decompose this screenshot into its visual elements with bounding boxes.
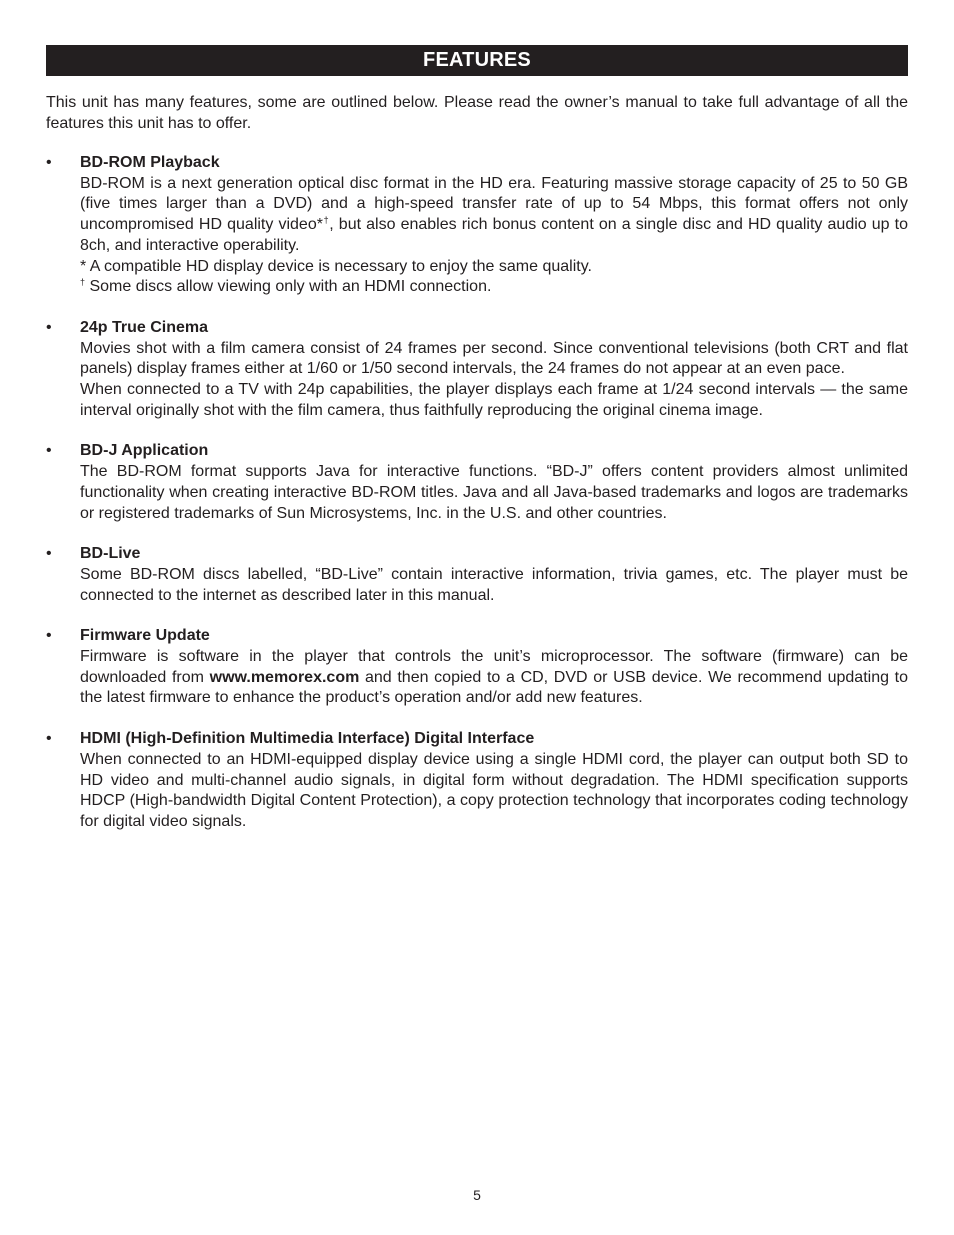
feature-description: Movies shot with a film camera consist of 24 frames per second. Since conventional televisions (both CRT and flat panels) display frames either at 1/60 or 1/50 second intervals, the 24 frames do not appear at an even pace. [80, 339, 908, 378]
feature-title: 24p True Cinema [80, 318, 209, 336]
description-text-continued: and then copied to a CD, DVD or USB device. We recommend updating to the latest firmware to enhance the product’s operation and/or add new features. [80, 668, 908, 707]
feature-title: BD-J Application [80, 442, 209, 460]
feature-bd-live [46, 544, 908, 606]
bullet: • [46, 442, 52, 460]
feature-description: When connected to a TV with 24p capabilities, the player displays each frame at 1/24 second intervals — the same interval originally shot with the film camera, thus faithfully reproducing the original cinema image. [80, 381, 908, 419]
feature-description: When connected to an HDMI-equipped display device using a single HDMI cord, the player can output both SD to HD video and multi-channel audio signals, in digital form without degradation. The HDMI specification supports HDCP (High-bandwidth Digital Content Protection), a copy protection technology that incorporates coding technology for digital video signals. [80, 750, 908, 830]
footnote-text: Some discs allow viewing only with an HDMI connection. [85, 278, 492, 296]
feature-firmware-update [46, 626, 908, 709]
footnote-display: * A compatible HD display device is necessary to enjoy the same quality. [80, 257, 592, 275]
feature-title: BD-ROM Playback [80, 154, 220, 171]
feature-description [80, 174, 908, 257]
page-title: FEATURES [46, 45, 908, 76]
description-text-continued: , but also enables rich bonus content on a single disc and HD quality audio up to 8ch, and interactive operability. [80, 216, 909, 254]
bullet: • [46, 545, 52, 563]
feature-hdmi-interface [46, 729, 908, 833]
bullet: • [46, 318, 52, 336]
description-text: BD-ROM is a next generation optical disc format in the HD era. Featuring massive storage capacity of 25 to 50 GB (five times larger than a DVD) and a high-speed transfer rate of up to 54 Mbps, this format offers not only uncompromised HD quality video* [80, 174, 908, 234]
feature-bd-rom-playback [46, 153, 908, 298]
footnote-hdmi [80, 277, 908, 298]
bullet: • [46, 627, 52, 645]
bullet: • [46, 154, 52, 171]
feature-bd-j-application [46, 441, 908, 524]
memorex-url: www.memorex.com [209, 668, 360, 686]
dagger-mark: † [322, 215, 330, 226]
feature-24p-true-cinema [46, 318, 908, 422]
bullet: • [46, 730, 52, 748]
feature-title: BD-Live [80, 545, 141, 563]
features-list [46, 153, 908, 833]
intro-paragraph: This unit has many features, some are outlined below. Please read the owner’s manual to take full advantage of all the features this unit has to offer. [46, 94, 908, 132]
feature-title: HDMI (High-Definition Multimedia Interface) Digital Interface [80, 730, 535, 748]
feature-description [80, 647, 908, 709]
description-text: Firmware is software in the player that controls the unit’s microprocessor. The software (firmware) can be downloaded from [80, 648, 908, 686]
page-content [46, 45, 908, 853]
dagger-mark: † [80, 277, 86, 288]
feature-description: The BD-ROM format supports Java for interactive functions. “BD-J” offers content providers almost unlimited functionality when creating interactive BD-ROM titles. Java and all Java-based trademarks and logos are trademarks or registered trademarks of Sun Microsystems, Inc. in the U.S. and other countries. [80, 463, 908, 522]
page-number: 5 [473, 1187, 481, 1203]
feature-description: Some BD-ROM discs labelled, “BD-Live” contain interactive information, trivia games, etc. The player must be connected to the internet as described later in this manual. [80, 565, 908, 604]
feature-title: Firmware Update [80, 627, 210, 645]
